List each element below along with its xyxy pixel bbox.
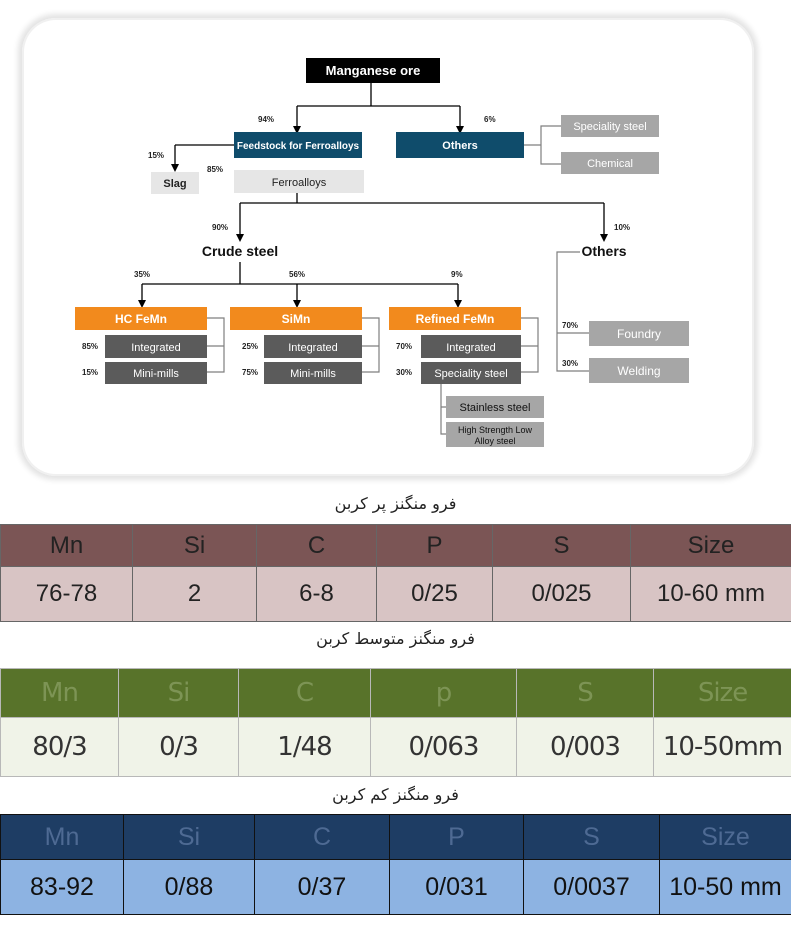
pct-foundry: 70% (562, 321, 579, 330)
value-cell: 0/0037 (524, 860, 660, 915)
pct-feedstock: 94% (258, 115, 275, 124)
pct-crude: 90% (212, 223, 229, 232)
value-cell: 0/063 (371, 718, 517, 777)
others-top-label: Others (442, 140, 478, 152)
welding-label: Welding (617, 364, 661, 378)
value-cell: 10-60 mm (631, 567, 791, 622)
value-cell: 83-92 (1, 860, 124, 915)
header-cell: S (493, 525, 631, 567)
header-cell: C (257, 525, 377, 567)
header-cell: C (255, 815, 390, 860)
pct-hc: 35% (134, 270, 151, 279)
ferroalloys-label: Ferroalloys (271, 177, 327, 189)
caption-low-carbon: فرو منگنز کم کربن (332, 785, 459, 804)
table-row (1, 567, 791, 622)
table-header-row (1, 525, 791, 567)
foundry-label: Foundry (616, 327, 662, 341)
hsla-label-line1: High Strength Low (457, 425, 533, 435)
header-cell: p (371, 669, 517, 718)
table-row (1, 860, 791, 915)
pct-simn: 56% (289, 270, 306, 279)
header-cell: Si (124, 815, 255, 860)
value-cell: 0/031 (390, 860, 524, 915)
others-mid-label: Others (581, 243, 627, 259)
speciality-steel-top-label: Speciality steel (573, 121, 647, 133)
header-cell: P (390, 815, 524, 860)
pct-hc-integrated: 85% (82, 342, 99, 351)
header-cell: Mn (1, 525, 133, 567)
value-cell: 0/25 (377, 567, 493, 622)
value-cell: 0/025 (493, 567, 631, 622)
crude-steel-label: Crude steel (201, 243, 279, 259)
hc-femn-label: HC FeMn (115, 312, 167, 326)
header-cell: Size (654, 669, 791, 718)
caption-medium-carbon: فرو منگنز متوسط کربن (316, 629, 475, 648)
refined-femn-label: Refined FeMn (415, 312, 495, 326)
header-cell: S (524, 815, 660, 860)
table-header-row (1, 669, 791, 718)
caption-high-carbon: فرو منگنز پر کربن (334, 494, 457, 513)
medium-carbon-table (0, 668, 791, 777)
pct-ferroalloys: 85% (207, 165, 224, 174)
simn-integrated-label: Integrated (288, 342, 338, 354)
header-cell: Si (133, 525, 257, 567)
pct-refined: 9% (451, 270, 463, 279)
pct-others-mid: 10% (614, 223, 631, 232)
high-carbon-table (0, 524, 791, 622)
manganese-ore-label: Manganese ore (325, 63, 421, 78)
table-row (1, 718, 791, 777)
pct-hc-mini: 15% (82, 368, 99, 377)
pct-refined-integrated: 70% (396, 342, 413, 351)
header-cell: S (517, 669, 654, 718)
hsla-label-line2: Alloy steel (474, 436, 516, 446)
header-cell: P (377, 525, 493, 567)
pct-simn-mini: 75% (242, 368, 259, 377)
low-carbon-table (0, 814, 791, 915)
header-cell: Size (660, 815, 791, 860)
diagram-connectors (142, 82, 604, 304)
stainless-steel-label: Stainless steel (459, 402, 531, 414)
header-cell: Mn (1, 815, 124, 860)
header-cell: Si (119, 669, 239, 718)
value-cell: 2 (133, 567, 257, 622)
value-cell: 76-78 (1, 567, 133, 622)
value-cell: 0/37 (255, 860, 390, 915)
value-cell: 1/48 (239, 718, 371, 777)
pct-slag: 15% (148, 151, 165, 160)
header-cell: Size (631, 525, 791, 567)
feedstock-label: Feedstock for Ferroalloys (236, 141, 360, 152)
value-cell: 0/88 (124, 860, 255, 915)
pct-simn-integrated: 25% (242, 342, 259, 351)
header-cell: Mn (1, 669, 119, 718)
value-cell: 0/3 (119, 718, 239, 777)
chemical-label: Chemical (587, 158, 633, 170)
value-cell: 0/003 (517, 718, 654, 777)
refined-integrated-label: Integrated (446, 342, 496, 354)
value-cell: 10-50 mm (660, 860, 791, 915)
simn-label: SiMn (281, 312, 311, 326)
table-header-row (1, 815, 791, 860)
header-cell: C (239, 669, 371, 718)
pct-welding: 30% (562, 359, 579, 368)
value-cell: 80/3 (1, 718, 119, 777)
hc-integrated-label: Integrated (131, 342, 181, 354)
hc-mini-mills-label: Mini-mills (133, 368, 179, 380)
refined-speciality-label: Speciality steel (434, 368, 508, 380)
pct-refined-speciality: 30% (396, 368, 413, 377)
pct-others-top: 6% (484, 115, 496, 124)
value-cell: 10-50mm (654, 718, 791, 777)
slag-label: Slag (163, 178, 187, 190)
value-cell: 6-8 (257, 567, 377, 622)
simn-mini-mills-label: Mini-mills (290, 368, 336, 380)
